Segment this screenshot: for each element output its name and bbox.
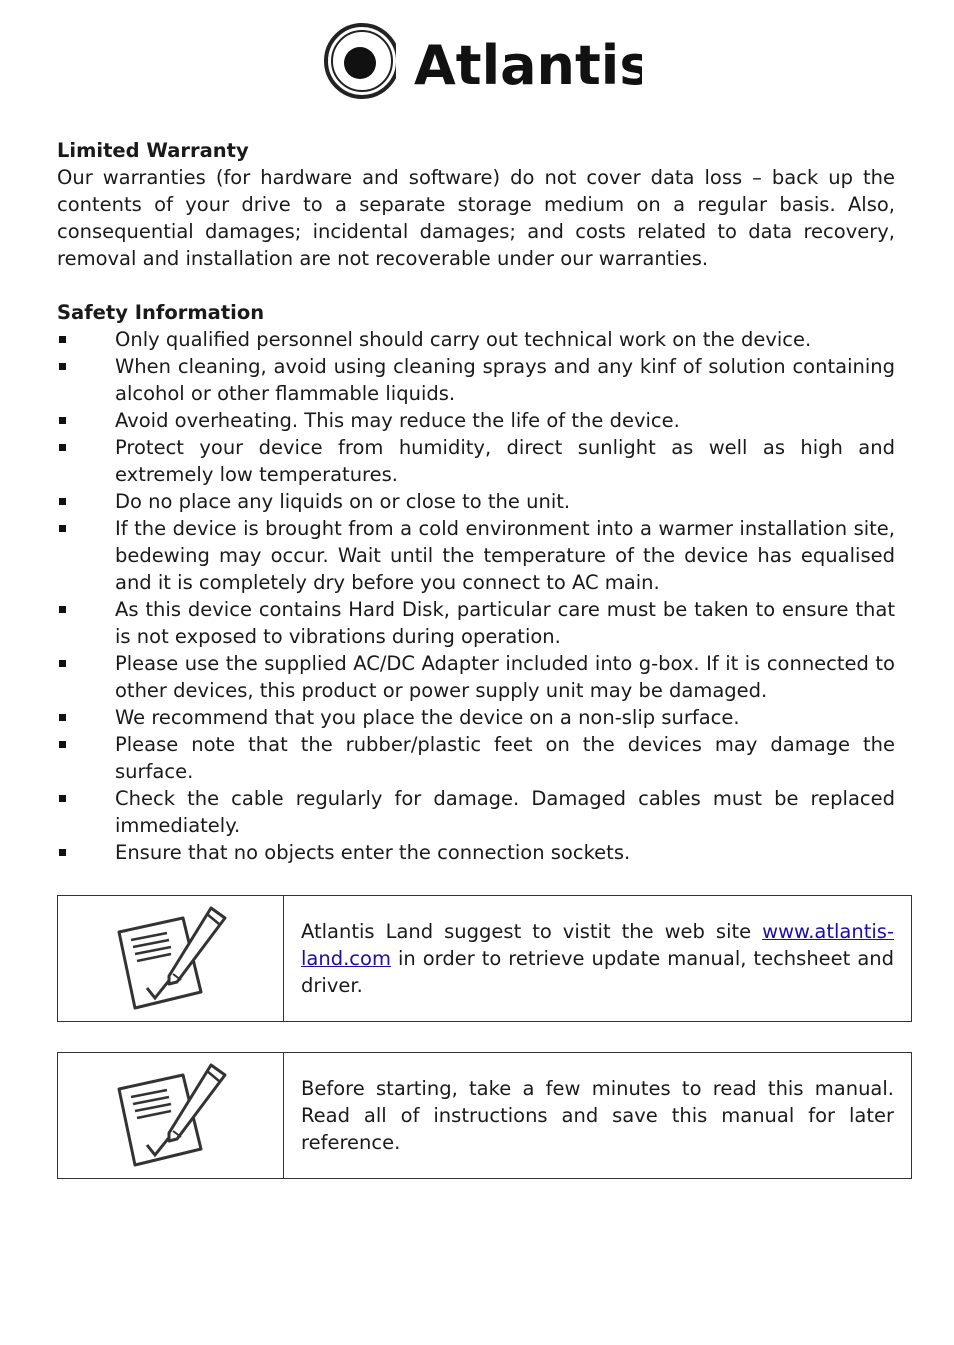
note-icon-cell (58, 896, 284, 1021)
bullet-icon (59, 498, 66, 505)
bullet-icon (59, 741, 66, 748)
bullet-icon (59, 660, 66, 667)
list-item-text: Protect your device from humidity, direct sunlight as well as high and extremely low temperatures. (115, 436, 895, 486)
atlantis-logo-mark (322, 22, 642, 102)
logo-text: Atlantis (414, 34, 642, 97)
bullet-icon (59, 417, 66, 424)
list-item (57, 704, 895, 731)
list-item (57, 353, 895, 407)
list-item-text: Please note that the rubber/plastic feet on the devices may damage the surface. (115, 733, 895, 783)
list-item-text: Check the cable regularly for damage. Damaged cables must be replaced immediately. (115, 787, 895, 837)
list-item-text: Only qualified personnel should carry out technical work on the device. (115, 328, 812, 351)
list-item (57, 839, 895, 866)
document-content (57, 137, 895, 866)
note-text-after: in order to retrieve update manual, techsheet and driver. (301, 947, 894, 997)
list-item (57, 785, 895, 839)
warranty-section (57, 137, 895, 272)
list-item-text: Avoid overheating. This may reduce the life of the device. (115, 409, 680, 432)
bullet-icon (59, 714, 66, 721)
list-item (57, 434, 895, 488)
list-item (57, 515, 895, 596)
note-text-before: Atlantis Land suggest to vistit the web site (301, 920, 763, 943)
list-item-text: If the device is brought from a cold environment into a warmer installation site, bedewing may occur. Wait until the temperature of the device has equalised and it is completely dry before you connect to AC main. (115, 517, 895, 594)
safety-heading: Safety Information (57, 301, 265, 324)
warranty-heading: Limited Warranty (57, 139, 249, 162)
bullet-icon (59, 336, 66, 343)
note-text: Before starting, take a few minutes to read this manual. Read all of instructions and save this manual for later reference. (301, 1077, 894, 1154)
note-pencil-icon (111, 1061, 231, 1171)
list-item (57, 488, 895, 515)
bullet-icon (59, 363, 66, 370)
safety-section (57, 299, 895, 866)
list-item (57, 326, 895, 353)
bullet-icon (59, 606, 66, 613)
list-item-text: Do no place any liquids on or close to the unit. (115, 490, 571, 513)
list-item-text: As this device contains Hard Disk, particular care must be taken to ensure that is not exposed to vibrations during operation. (115, 598, 895, 648)
warranty-body: Our warranties (for hardware and software) do not cover data loss – back up the contents of your drive to a separate storage medium on a regular basis. Also, consequential damages; incidental damages; and costs related to data recovery, removal and installation are not recoverable under our warranties. (57, 166, 895, 270)
list-item-text: We recommend that you place the device on a non-slip surface. (115, 706, 740, 729)
list-item (57, 731, 895, 785)
note-icon-cell (58, 1053, 284, 1178)
bullet-icon (59, 525, 66, 532)
list-item (57, 650, 895, 704)
safety-list (57, 326, 895, 866)
note-box-website (57, 895, 912, 1022)
note-text-cell (284, 1053, 911, 1178)
list-item-text: Please use the supplied AC/DC Adapter included into g-box. If it is connected to other devices, this product or power supply unit may be damaged. (115, 652, 895, 702)
list-item (57, 596, 895, 650)
atlantis-logo (322, 22, 642, 102)
note-pencil-icon (111, 904, 231, 1014)
note-text-cell (284, 896, 911, 1021)
website-link[interactable]: www.atlantis-land.com (301, 920, 894, 970)
list-item-text: Ensure that no objects enter the connection sockets. (115, 841, 631, 864)
bullet-icon (59, 795, 66, 802)
list-item (57, 407, 895, 434)
list-item-text: When cleaning, avoid using cleaning sprays and any kinf of solution containing alcohol or other flammable liquids. (115, 355, 895, 405)
bullet-icon (59, 444, 66, 451)
note-box-read-manual (57, 1052, 912, 1179)
bullet-icon (59, 849, 66, 856)
